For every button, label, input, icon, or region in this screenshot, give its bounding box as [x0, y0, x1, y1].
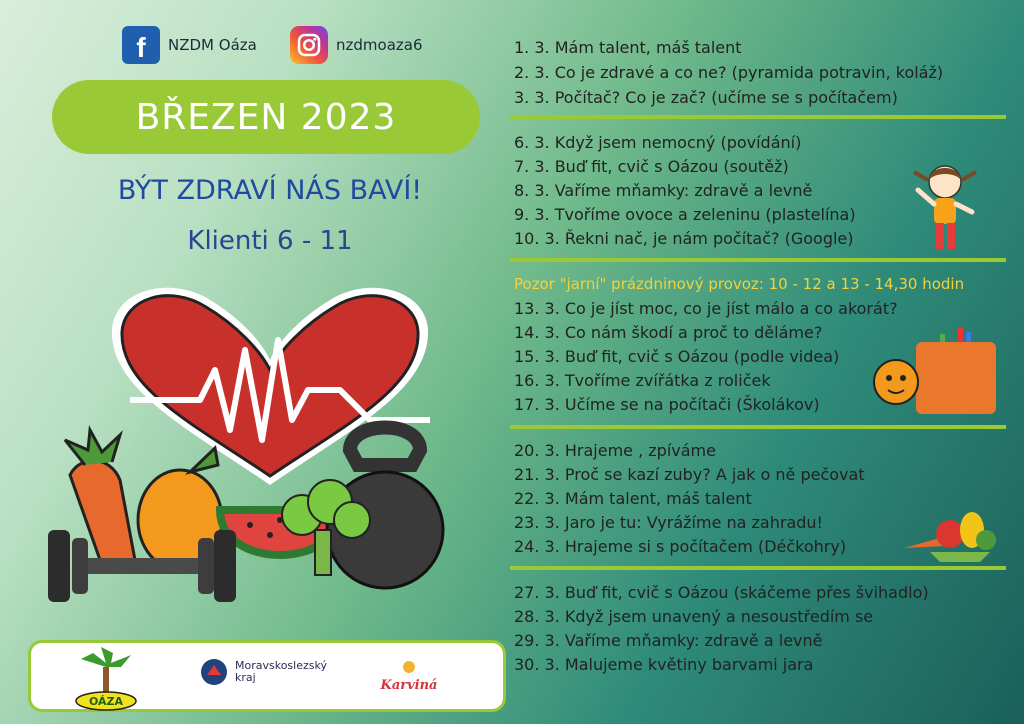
schedule-item: 8. 3. Vaříme mňamky: zdravě a levně	[514, 181, 813, 200]
schedule-item: 10. 3. Řekni nač, je nám počítač? (Google)	[514, 229, 854, 248]
msk-region-line1: Moravskoslezský	[235, 659, 327, 672]
schedule-item: 23. 3. Jaro je tu: Vyrážíme na zahradu!	[514, 513, 823, 532]
heart-icon	[112, 288, 430, 485]
facebook-label: NZDM Oáza	[168, 36, 257, 54]
schedule-item: 27. 3. Buď fit, cvič s Oázou (skáčeme přes švihadlo)	[514, 583, 929, 602]
partner-logos	[28, 640, 506, 712]
schedule-item: 1. 3. Mám talent, máš talent	[514, 38, 742, 57]
week-divider	[510, 258, 1006, 262]
schedule-item: 29. 3. Vaříme mňamky: zdravě a levně	[514, 631, 823, 650]
svg-text:Karviná: Karviná	[380, 678, 438, 693]
schedule-item: 24. 3. Hrajeme si s počítačem (Déčkohry)	[514, 537, 847, 556]
schedule-item: 14. 3. Co nám škodí a proč to děláme?	[514, 323, 823, 342]
week-divider	[510, 115, 1006, 119]
msk-region-logo	[199, 657, 327, 687]
instagram-icon	[290, 26, 328, 64]
schedule-item: 9. 3. Tvoříme ovoce a zeleninu (plastelína)	[514, 205, 856, 224]
oaza-logo	[73, 645, 139, 711]
karvina-logo	[379, 659, 439, 695]
instagram-link[interactable]	[290, 26, 423, 64]
schedule-item: 3. 3. Počítač? Co je zač? (učíme se s počítačem)	[514, 88, 898, 107]
schedule-item: 17. 3. Učíme se na počítači (Školákov)	[514, 395, 820, 414]
instagram-label: nzdmoaza6	[336, 36, 423, 54]
vegetables-illustration	[900, 500, 1000, 566]
tiger-pencil-cup-illustration	[866, 322, 1002, 420]
health-illustration	[40, 280, 500, 625]
msk-region-line2: kraj	[235, 671, 256, 684]
facebook-icon: f	[122, 26, 160, 64]
schedule-item: 28. 3. Když jsem unavený a nesoustředím se	[514, 607, 874, 626]
week-divider	[510, 425, 1006, 429]
schedule-item: 20. 3. Hrajeme , zpíváme	[514, 441, 716, 460]
schedule-item: 6. 3. Když jsem nemocný (povídání)	[514, 133, 802, 152]
schedule-item: 7. 3. Buď fit, cvič s Oázou (soutěž)	[514, 157, 789, 176]
theme-title: BÝT ZDRAVÍ NÁS BAVÍ!	[117, 175, 423, 206]
schedule-item: 15. 3. Buď fit, cvič s Oázou (podle videa)	[514, 347, 840, 366]
schedule-item: 13. 3. Co je jíst moc, co je jíst málo a co akorát?	[514, 299, 898, 318]
facebook-link[interactable]	[122, 26, 257, 64]
schedule-item: 21. 3. Proč se kazí zuby? A jak o ně pečovat	[514, 465, 865, 484]
schedule-item: 16. 3. Tvoříme zvířátka z roliček	[514, 371, 771, 390]
schedule-item: 2. 3. Co je zdravé a co ne? (pyramida potravin, koláž)	[514, 63, 944, 82]
girl-illustration	[900, 160, 990, 255]
week-divider	[510, 566, 1006, 570]
clients-subtitle: Klienti 6 - 11	[187, 226, 353, 256]
month-banner: BŘEZEN 2023	[52, 80, 480, 154]
svg-text:OÁZA: OÁZA	[88, 695, 124, 708]
msk-region-icon	[199, 657, 229, 687]
schedule-item: 30. 3. Malujeme květiny barvami jara	[514, 655, 814, 674]
holiday-notice: Pozor "jarní" prázdninový provoz: 10 - 12 a 13 - 14,30 hodin	[514, 275, 965, 293]
schedule-item: 22. 3. Mám talent, máš talent	[514, 489, 752, 508]
